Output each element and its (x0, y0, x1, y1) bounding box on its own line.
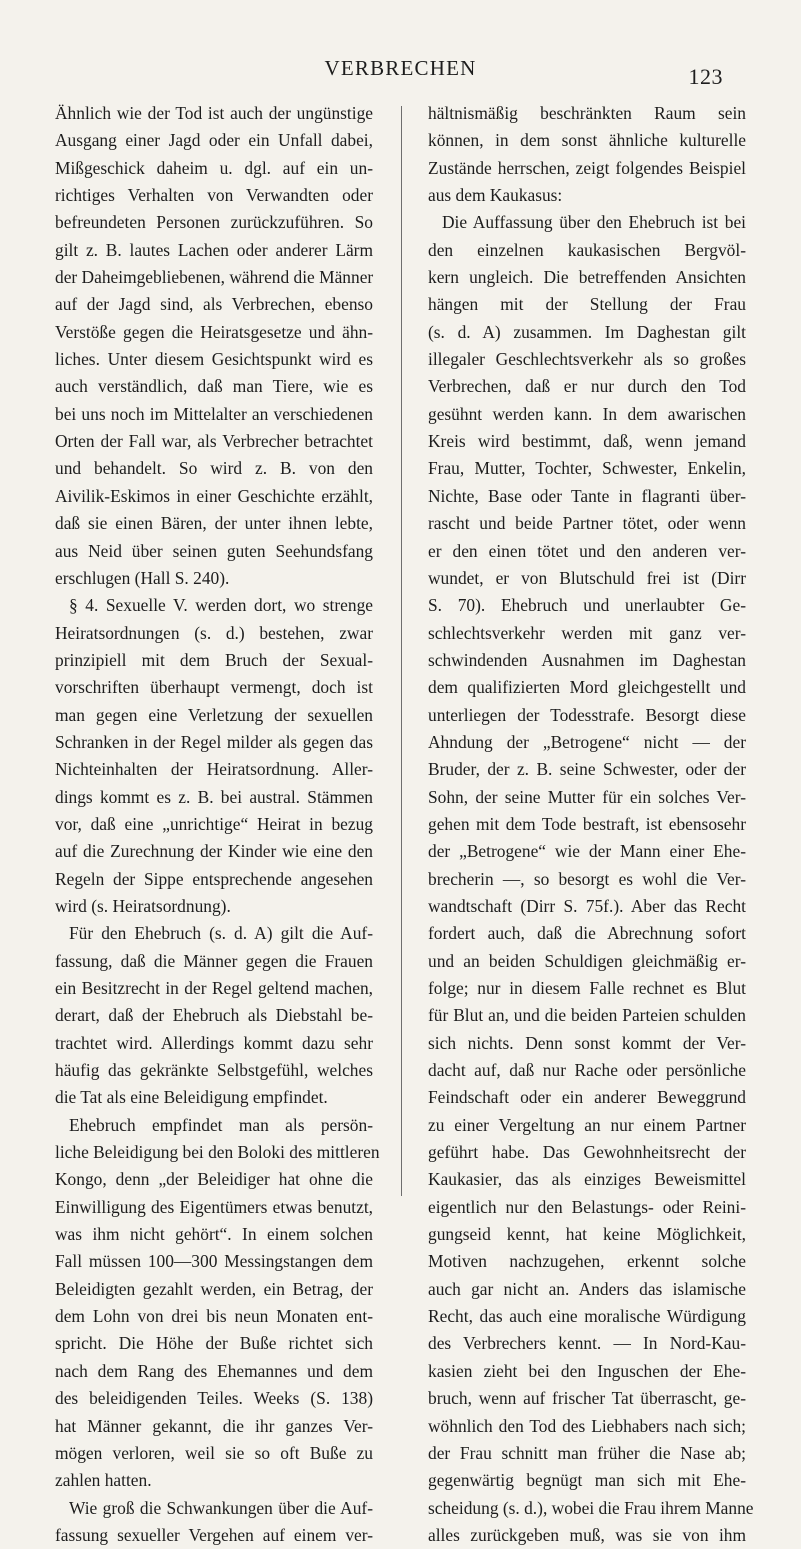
text-line: zahlen hatten. (55, 1470, 152, 1491)
column-divider (401, 106, 402, 1196)
text-line: gilt z. B. lautes Lachen oder anderer Lärm (55, 239, 373, 260)
text-line: Nichteinhalten der Heiratsordnung. Aller- (55, 759, 373, 780)
text-line: dacht auf, daß nur Rache oder persönliche (428, 1060, 746, 1081)
text-line: dem qualifizierten Mord gleichgestellt und (428, 677, 746, 698)
text-line: liches. Unter diesem Gesichtspunkt wird es (55, 349, 373, 370)
text-line: brecherin —, so besorgt es wohl die Ver- (428, 868, 746, 889)
text-line: kern ungleich. Die betreffenden Ansichten (428, 267, 746, 288)
right-column (428, 100, 754, 1549)
text-line: man gegen eine Verletzung der sexuellen (55, 704, 373, 725)
text-line: hältnismäßig beschränkten Raum sein (428, 103, 746, 123)
text-line: Sohn, der seine Mutter für ein solches Ver- (428, 786, 746, 807)
text-line: Orten der Fall war, als Verbrecher betrachtet (55, 431, 373, 452)
text-line: Bruder, der z. B. seine Schwester, oder der (428, 759, 746, 780)
text-line: aus dem Kaukasus: (428, 185, 563, 206)
text-line: Feindschaft oder ein anderer Beweggrund (428, 1087, 746, 1108)
text-line: Beleidigten gezahlt werden, ein Betrag, der (55, 1278, 373, 1299)
text-line: Für den Ehebruch (s. d. A) gilt die Auf- (69, 923, 373, 944)
text-line: Schranken in der Regel milder als gegen das (55, 731, 373, 752)
text-line: schlechtsverkehr werden mit ganz ver- (428, 622, 746, 643)
text-line: zu einer Vergeltung an nur einem Partner (428, 1114, 746, 1135)
text-line: wundet, er von Blutschuld frei ist (Dirr (428, 567, 746, 588)
text-line: rascht und beide Partner tötet, oder wenn (428, 513, 746, 534)
text-line: spricht. Die Höhe der Buße richtet sich (55, 1333, 373, 1354)
text-line: daß sie einen Bären, der unter ihnen lebte, (55, 513, 373, 534)
text-line: Ehebruch empfindet man als persön- (69, 1114, 373, 1135)
text-line: trachtet wird. Allerdings kommt dazu sehr (55, 1032, 373, 1053)
text-line: auf der Jagd sind, als Verbrechen, ebenso (55, 294, 373, 315)
text-line: sich nichts. Denn sonst kommt der Ver- (428, 1032, 746, 1053)
text-line: Kongo, denn „der Beleidiger hat ohne die (55, 1169, 373, 1190)
text-line: Verbrechen, daß er nur durch den Tod (428, 376, 746, 397)
text-line: und an beiden Schuldigen gleichmäßig er- (428, 950, 746, 971)
text-line: mögen verloren, weil sie so oft Buße zu (55, 1442, 373, 1463)
text-line: richtiges Verhalten von Verwandten oder (55, 185, 373, 206)
text-line: bruch, wenn auf frischer Tat überrascht, ge- (428, 1388, 746, 1409)
text-line: und behandelt. So wird z. B. von den (55, 458, 373, 479)
text-line: ein Besitzrecht in der Regel geltend machen, (55, 978, 373, 998)
text-line: Kaukasier, das als einziges Beweismittel (428, 1169, 746, 1190)
text-line: Ahndung der „Betrogene“ nicht — der (428, 731, 746, 752)
text-line: vorschriften überhaupt vermengt, doch ist (55, 677, 373, 698)
page-header (0, 56, 801, 96)
text-line: des beleidigenden Teiles. Weeks (S. 138) (55, 1388, 373, 1409)
text-line: Kreis wird bestimmt, daß, wenn jemand (428, 431, 746, 452)
text-line: kasien zieht bei den Inguschen der Ehe- (428, 1360, 746, 1381)
text-line: auch gar nicht an. Anders das islamische (428, 1278, 746, 1299)
text-line: dings kommt es z. B. bei austral. Stämmen (55, 786, 373, 807)
text-line: Motiven nachzugehen, erkennt solche (428, 1251, 746, 1272)
text-line: § 4. Sexuelle V. werden dort, wo strenge (69, 595, 373, 616)
text-line: Ähnlich wie der Tod ist auch der ungünstige (55, 103, 373, 123)
text-line: Frau, Mutter, Tochter, Schwester, Enkelin, (428, 458, 746, 479)
text-columns (55, 100, 754, 1545)
text-line: fassung, daß die Männer gegen die Frauen (55, 950, 373, 971)
text-line: für Blut an, und die beiden Parteien schulden (428, 1005, 746, 1026)
text-line: befreundeten Personen zurückzuführen. So (55, 212, 373, 233)
text-line: unterliegen der Todesstrafe. Besorgt diese (428, 704, 746, 725)
text-line: was ihm nicht gehört“. In einem solchen (55, 1224, 373, 1245)
text-line: Regeln der Sippe entsprechende angesehen (55, 868, 373, 889)
text-line: Aivilik-Eskimos in einer Geschichte erzählt, (55, 485, 373, 506)
text-line: des Verbrechers kennt. — In Nord-Kau- (428, 1333, 746, 1354)
text-line: Heiratsordnungen (s. d.) bestehen, zwar (55, 622, 373, 643)
text-line: bei uns noch im Mittelalter an verschiedenen (55, 403, 373, 424)
text-line: die Tat als eine Beleidigung empfindet. (55, 1087, 328, 1108)
text-line: Nichte, Base oder Tante in flagranti über- (428, 485, 746, 506)
text-line: aus Neid über seinen guten Seehundsfang (55, 540, 373, 561)
text-line: gegenwärtig begnügt man sich mit Ehe- (428, 1470, 746, 1491)
text-line: Fall müssen 100—300 Messingstangen dem (55, 1251, 373, 1272)
text-line: fassung sexueller Vergehen auf einem ver- (55, 1524, 373, 1545)
text-line: der Daheimgebliebenen, während die Männer (55, 267, 374, 288)
text-line: schwindenden Ausnahmen im Daghestan (428, 649, 746, 670)
text-line: S. 70). Ehebruch und unerlaubter Ge- (428, 595, 746, 616)
text-line: gesühnt werden kann. In dem awarischen (428, 403, 746, 424)
text-line: wird (s. Heiratsordnung). (55, 895, 231, 916)
text-line: liche Beleidigung bei den Boloki des mittleren (55, 1142, 380, 1163)
text-line: vor, daß eine „unrichtige“ Heirat in bezug (55, 813, 373, 834)
text-line: nach dem Rang des Ehemannes und dem (55, 1360, 373, 1381)
text-line: gungseid kennt, hat keine Möglichkeit, (428, 1224, 746, 1245)
text-line: häufig das gekränkte Selbstgefühl, welches (55, 1060, 373, 1081)
text-line: wöhnlich den Tod des Liebhabers nach sich; (428, 1415, 746, 1436)
running-head: VERBRECHEN (324, 56, 477, 80)
text-line: hängen mit der Stellung der Frau (428, 294, 746, 315)
text-line: Die Auffassung über den Ehebruch ist bei (442, 212, 746, 233)
text-line: Ausgang einer Jagd oder ein Unfall dabei, (55, 130, 373, 151)
text-line: scheidung (s. d.), wobei die Frau ihrem Manne (428, 1497, 754, 1518)
text-line: geführt habe. Das Gewohnheitsrecht der (428, 1142, 746, 1163)
text-line: Einwilligung des Eigentümers etwas benutzt, (55, 1196, 373, 1217)
text-line: können, in dem sonst ähnliche kulturelle (428, 130, 746, 151)
text-line: Recht, das auch eine moralische Würdigung (428, 1306, 746, 1327)
text-line: prinzipiell mit dem Bruch der Sexual- (55, 649, 373, 670)
text-line: er den einen tötet und den anderen ver- (428, 540, 746, 561)
text-line: Zustände herrschen, zeigt folgendes Beispiel (428, 157, 746, 178)
text-line: folge; nur in diesem Falle rechnet es Blut (428, 978, 746, 998)
text-line: eigentlich nur den Belastungs- oder Reini- (428, 1196, 746, 1217)
text-line: wandtschaft (Dirr S. 75f.). Aber das Recht (428, 895, 746, 916)
page-number: 123 (688, 64, 723, 89)
left-column (55, 100, 380, 1549)
text-line: alles zurückgeben muß, was sie von ihm (428, 1524, 746, 1545)
text-line: erschlugen (Hall S. 240). (55, 567, 230, 588)
text-line: Verstöße gegen die Heiratsgesetze und ähn- (55, 321, 373, 342)
text-line: fordert auch, daß die Abrechnung sofort (428, 923, 746, 944)
text-line: (s. d. A) zusammen. Im Daghestan gilt (428, 321, 746, 342)
text-line: illegaler Geschlechtsverkehr als so großes (428, 349, 746, 370)
text-line: Mißgeschick daheim u. dgl. auf ein un- (55, 157, 373, 178)
text-line: auf die Zurechnung der Kinder wie eine den (55, 841, 373, 862)
text-line: gehen mit dem Tode bestraft, ist ebensosehr (428, 813, 746, 834)
text-line: derart, daß der Ehebruch als Diebstahl be- (55, 1005, 373, 1026)
text-line: den einzelnen kaukasischen Bergvöl- (428, 239, 746, 260)
text-line: auch verständlich, daß man Tiere, wie es (55, 376, 373, 397)
text-line: Wie groß die Schwankungen über die Auf- (69, 1497, 373, 1518)
text-line: dem Lohn von drei bis neun Monaten ent- (55, 1306, 373, 1327)
text-line: der „Betrogene“ wie der Mann einer Ehe- (428, 841, 746, 862)
text-line: der Frau schnitt man früher die Nase ab; (428, 1442, 746, 1463)
text-line: hat Männer gekannt, die ihr ganzes Ver- (55, 1415, 373, 1436)
